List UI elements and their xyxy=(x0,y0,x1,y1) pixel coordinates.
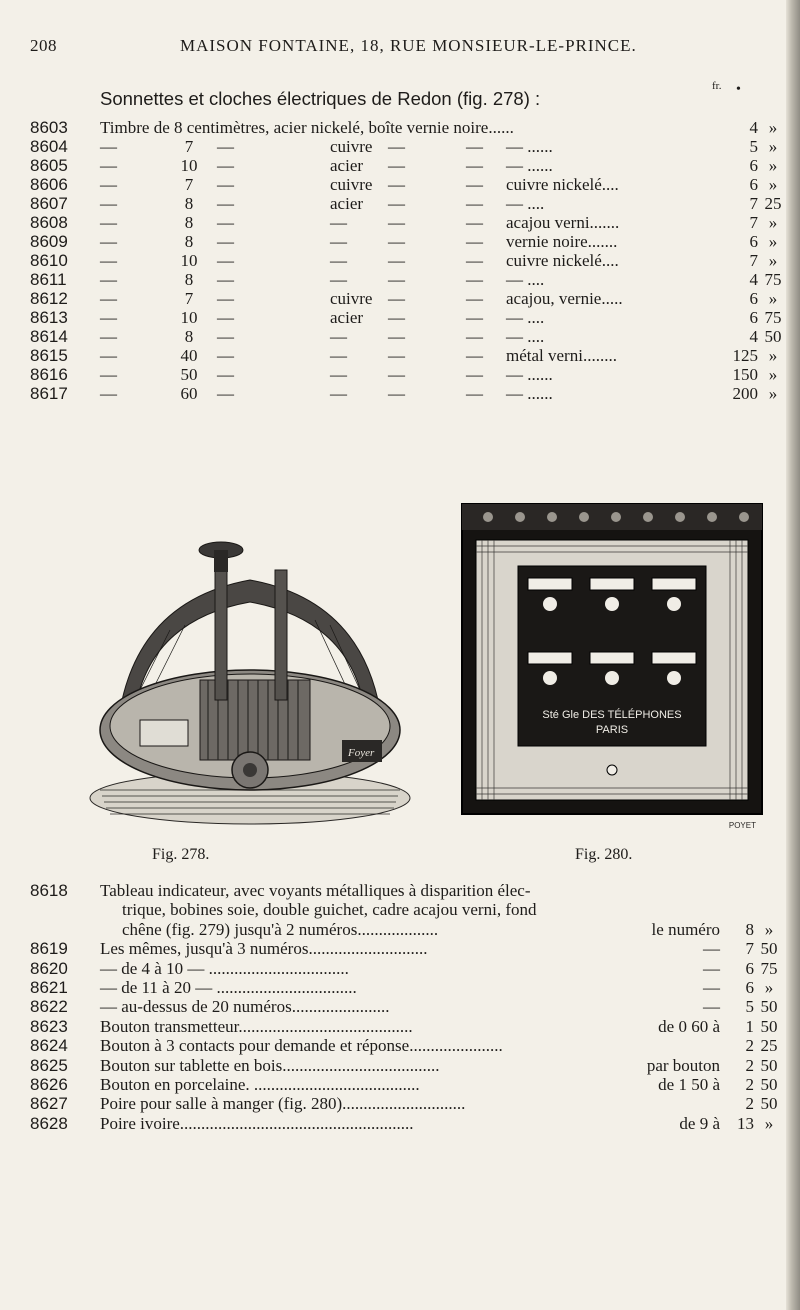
ditto-mark: — xyxy=(100,232,117,251)
price-francs: 150 xyxy=(732,365,758,384)
ditto-mark: — xyxy=(466,308,483,327)
ditto-mark: — xyxy=(217,289,234,308)
price-francs: 7 xyxy=(745,939,754,959)
table-row xyxy=(30,977,774,997)
table-row xyxy=(30,1016,778,1036)
ditto-mark: — xyxy=(217,384,234,403)
ditto-mark: — xyxy=(100,194,117,213)
bell-size: 7 xyxy=(184,289,194,308)
table-row xyxy=(30,1094,778,1114)
bell-metal: cuivre xyxy=(330,175,373,194)
item-description: Bouton sur tablette en bois..................................... xyxy=(100,1055,440,1075)
ditto-mark: — xyxy=(217,194,234,213)
ditto-mark: — xyxy=(466,346,483,365)
ditto-mark: — xyxy=(466,251,483,270)
price-francs: 4 xyxy=(749,327,758,346)
item-ref: 8606 xyxy=(30,175,68,194)
ditto-mark: — xyxy=(466,175,483,194)
item-ref: 8607 xyxy=(30,194,68,213)
item-ref: 8622 xyxy=(30,997,68,1017)
bell-metal: — xyxy=(330,365,347,384)
table-row xyxy=(30,997,778,1017)
ditto-mark: — xyxy=(466,327,483,346)
item-description: Poire ivoire....................................................... xyxy=(100,1113,414,1133)
bell-finish: — ...... xyxy=(506,365,553,384)
ditto-mark: — xyxy=(388,251,405,270)
item-ref: 8616 xyxy=(30,365,68,384)
bell-size: 50 xyxy=(180,365,198,384)
ditto-mark: — xyxy=(466,194,483,213)
price-centimes: 25 xyxy=(760,1036,778,1056)
ditto-mark: — xyxy=(217,365,234,384)
ditto-mark: — xyxy=(466,289,483,308)
ditto-mark: — xyxy=(100,175,117,194)
price-centimes: » xyxy=(768,251,778,270)
price-centimes: » xyxy=(768,289,778,308)
ditto-mark: — xyxy=(388,137,405,156)
item-ref: 8626 xyxy=(30,1074,68,1094)
ditto-mark: — xyxy=(466,137,483,156)
item-ref: 8611 xyxy=(30,270,67,289)
price-centimes: » xyxy=(764,1113,774,1133)
price-francs: 2 xyxy=(745,1074,754,1094)
item-ref: 8613 xyxy=(30,308,68,327)
bell-finish: vernie noire....... xyxy=(506,232,618,251)
table-row xyxy=(30,289,778,308)
ditto-mark: — xyxy=(388,327,405,346)
item-ref: 8624 xyxy=(30,1036,68,1056)
item-ref: 8614 xyxy=(30,327,68,346)
item-ref: 8612 xyxy=(30,289,68,308)
table-row xyxy=(30,308,782,327)
ditto-mark: — xyxy=(100,327,117,346)
price-francs: 8 xyxy=(745,919,754,939)
price-francs: 7 xyxy=(749,251,758,270)
bell-finish: — ...... xyxy=(506,384,553,403)
ditto-mark: — xyxy=(466,156,483,175)
item-unit: — xyxy=(703,958,720,978)
item-description: Bouton à 3 contacts pour demande et réponse...................... xyxy=(100,1036,503,1056)
ditto-mark: — xyxy=(388,194,405,213)
price-centimes: 50 xyxy=(764,327,782,346)
bell-metal: cuivre xyxy=(330,137,373,156)
indicator-price-list xyxy=(30,881,778,1133)
bell-metal: acier xyxy=(330,156,364,175)
price-francs: 4 xyxy=(749,270,758,289)
bell-finish: — .... xyxy=(506,194,545,213)
price-francs: 5 xyxy=(745,997,754,1017)
ditto-mark: — xyxy=(217,137,234,156)
bell-metal: — xyxy=(330,384,347,403)
figures-area xyxy=(40,500,780,880)
bell-finish: — .... xyxy=(506,270,545,289)
ditto-mark: — xyxy=(100,270,117,289)
bell-finish: — ...... xyxy=(506,156,553,175)
bell-metal: acier xyxy=(330,308,364,327)
price-centimes: » xyxy=(768,175,778,194)
table-row xyxy=(30,384,778,403)
item-description: chêne (fig. 279) jusqu'à 2 numéros................... xyxy=(122,919,439,939)
item-description: Poire pour salle à manger (fig. 280)............................. xyxy=(100,1094,466,1114)
item-unit: de 1 50 à xyxy=(658,1074,720,1094)
ditto-mark: — xyxy=(217,213,234,232)
table-row xyxy=(30,327,782,346)
ditto-mark: — xyxy=(388,232,405,251)
engraver-signature: POYET xyxy=(728,821,756,830)
price-francs: 13 xyxy=(737,1113,754,1133)
ditto-mark: — xyxy=(466,384,483,403)
price-francs: 7 xyxy=(749,213,758,232)
item-ref: 8615 xyxy=(30,346,68,365)
ditto-mark: — xyxy=(217,175,234,194)
table-row xyxy=(30,232,778,251)
price-centimes: » xyxy=(768,365,778,384)
bell-finish: — .... xyxy=(506,327,545,346)
ditto-mark: — xyxy=(100,308,117,327)
figure-caption-278: Fig. 278. xyxy=(152,846,210,863)
item-unit: — xyxy=(703,977,720,997)
price-francs: 2 xyxy=(745,1055,754,1075)
table-row xyxy=(30,194,782,213)
price-francs: 2 xyxy=(745,1094,754,1114)
price-centimes: » xyxy=(768,156,778,175)
item-unit: de 0 60 à xyxy=(658,1016,720,1036)
item-description: Tableau indicateur, avec voyants métalliques à disparition élec- xyxy=(100,881,531,900)
bell-size: 10 xyxy=(180,308,198,327)
item-ref: 8619 xyxy=(30,939,68,959)
ditto-mark: — xyxy=(388,156,405,175)
price-centimes: 25 xyxy=(764,194,782,213)
item-ref: 8628 xyxy=(30,1113,68,1133)
ditto-mark: — xyxy=(100,384,117,403)
engraver-stamp: Foyer xyxy=(348,747,375,759)
price-francs: 6 xyxy=(745,958,754,978)
bell-size: 40 xyxy=(180,346,198,365)
ditto-mark: — xyxy=(100,156,117,175)
table-row xyxy=(30,958,778,978)
price-francs: 6 xyxy=(745,977,754,997)
figure-caption-280: Fig. 280. xyxy=(575,846,633,863)
ditto-mark: — xyxy=(388,308,405,327)
item-ref: 8625 xyxy=(30,1055,68,1075)
bell-metal: — xyxy=(330,327,347,346)
item-ref: 8620 xyxy=(30,958,68,978)
bell-finish: acajou, vernie..... xyxy=(506,289,623,308)
running-header xyxy=(30,36,750,64)
ditto-mark: — xyxy=(217,156,234,175)
ditto-mark: — xyxy=(388,289,405,308)
price-centimes: » xyxy=(768,384,778,403)
bell-size: 60 xyxy=(180,384,198,403)
price-centimes: 50 xyxy=(760,939,778,959)
price-centimes: » xyxy=(768,118,778,137)
ditto-mark: — xyxy=(466,270,483,289)
price-francs: 4 xyxy=(749,118,758,137)
bell-metal: cuivre xyxy=(330,289,373,308)
price-centimes: 50 xyxy=(760,1074,778,1094)
bell-size: 7 xyxy=(184,137,194,156)
bell-size: 10 xyxy=(180,156,198,175)
price-centimes: » xyxy=(768,213,778,232)
item-description: Timbre de 8 centimètres, acier nickelé, boîte vernie noire...... xyxy=(100,118,514,137)
bell-size: 10 xyxy=(180,251,198,270)
table-row xyxy=(30,118,778,137)
item-description: Bouton transmetteur......................................... xyxy=(100,1016,413,1036)
price-centimes: 50 xyxy=(760,997,778,1017)
table-row xyxy=(30,175,778,194)
price-centimes: » xyxy=(768,346,778,365)
table-row xyxy=(30,1055,778,1075)
price-francs: 5 xyxy=(749,137,758,156)
currency-dot: • xyxy=(736,82,741,97)
price-francs: 2 xyxy=(745,1036,754,1056)
ditto-mark: — xyxy=(100,346,117,365)
table-row xyxy=(30,1113,774,1133)
price-francs: 6 xyxy=(749,308,758,327)
price-centimes: 75 xyxy=(760,958,778,978)
price-centimes: 75 xyxy=(764,270,782,289)
ditto-mark: — xyxy=(100,213,117,232)
bell-metal: — xyxy=(330,232,347,251)
bell-metal: — xyxy=(330,251,347,270)
bell-finish: métal verni........ xyxy=(506,346,617,365)
item-ref: 8603 xyxy=(30,118,68,137)
ditto-mark: — xyxy=(100,137,117,156)
price-centimes: » xyxy=(764,977,774,997)
item-ref: 8617 xyxy=(30,384,68,403)
price-centimes: 75 xyxy=(764,308,782,327)
ditto-mark: — xyxy=(217,346,234,365)
table-row xyxy=(30,1074,778,1094)
price-centimes: » xyxy=(768,232,778,251)
board-plate-line1: Sté Gle DES TÉLÉPHONES xyxy=(542,709,682,721)
table-row xyxy=(30,137,778,156)
item-ref: 8610 xyxy=(30,251,68,270)
item-unit: — xyxy=(703,997,720,1017)
price-francs: 6 xyxy=(749,232,758,251)
running-title: MAISON FONTAINE, 18, RUE MONSIEUR-LE-PRINCE. xyxy=(180,36,637,55)
price-francs: 7 xyxy=(749,194,758,213)
table-row xyxy=(30,251,778,270)
ditto-mark: — xyxy=(466,365,483,384)
ditto-mark: — xyxy=(217,270,234,289)
ditto-mark: — xyxy=(466,232,483,251)
item-description: Bouton en porcelaine. ....................................... xyxy=(100,1074,420,1094)
currency-label: fr. xyxy=(712,80,722,92)
price-centimes: 50 xyxy=(760,1055,778,1075)
bell-metal: acier xyxy=(330,194,364,213)
ditto-mark: — xyxy=(100,365,117,384)
table-row xyxy=(30,365,778,384)
price-francs: 125 xyxy=(732,346,758,365)
item-ref: 8623 xyxy=(30,1016,68,1036)
price-centimes: » xyxy=(764,919,774,939)
item-ref: 8618 xyxy=(30,881,68,900)
table-row xyxy=(30,919,774,939)
bell-metal: — xyxy=(330,270,347,289)
price-centimes: » xyxy=(768,137,778,156)
ditto-mark: — xyxy=(466,213,483,232)
item-description: trique, bobines soie, double guichet, cadre acajou verni, fond xyxy=(122,900,537,920)
ditto-mark: — xyxy=(388,175,405,194)
ditto-mark: — xyxy=(388,365,405,384)
bell-engraving xyxy=(80,530,420,830)
bell-size: 8 xyxy=(184,327,194,346)
table-row xyxy=(30,156,778,175)
table-row xyxy=(30,270,782,289)
item-ref: 8608 xyxy=(30,213,68,232)
bell-size: 8 xyxy=(184,232,194,251)
bell-finish: — ...... xyxy=(506,137,553,156)
ditto-mark: — xyxy=(217,232,234,251)
board-plate-line2: PARIS xyxy=(595,724,629,736)
ditto-mark: — xyxy=(388,270,405,289)
item-ref: 8621 xyxy=(30,977,68,997)
bell-size: 8 xyxy=(184,213,194,232)
ditto-mark: — xyxy=(100,289,117,308)
table-row xyxy=(30,346,778,365)
item-ref: 8604 xyxy=(30,137,68,156)
price-francs: 1 xyxy=(745,1016,754,1036)
item-ref: 8627 xyxy=(30,1094,68,1114)
bells-price-list xyxy=(30,118,782,403)
bell-size: 8 xyxy=(184,270,194,289)
item-ref: 8609 xyxy=(30,232,68,251)
item-unit: de 9 à xyxy=(679,1113,720,1133)
ditto-mark: — xyxy=(388,213,405,232)
page-edge xyxy=(786,0,800,1310)
page-number: 208 xyxy=(30,36,57,55)
section-title: Sonnettes et cloches électriques de Redon (fig. 278) : xyxy=(100,88,541,109)
ditto-mark: — xyxy=(100,251,117,270)
table-row xyxy=(30,939,778,959)
bell-metal: — xyxy=(330,213,347,232)
ditto-mark: — xyxy=(388,384,405,403)
price-francs: 200 xyxy=(732,384,758,403)
bell-size: 8 xyxy=(184,194,194,213)
ditto-mark: — xyxy=(388,346,405,365)
ditto-mark: — xyxy=(217,327,234,346)
price-francs: 6 xyxy=(749,289,758,308)
price-francs: 6 xyxy=(749,175,758,194)
item-unit: par bouton xyxy=(646,1055,720,1075)
bell-finish: cuivre nickelé.... xyxy=(506,175,619,194)
item-unit: le numéro xyxy=(651,919,720,939)
bell-finish: cuivre nickelé.... xyxy=(506,251,619,270)
item-description: — de 11 à 20 — ................................. xyxy=(100,977,357,997)
item-description: Les mêmes, jusqu'à 3 numéros............................ xyxy=(100,939,428,959)
item-ref: 8605 xyxy=(30,156,68,175)
price-centimes: 50 xyxy=(760,1094,778,1114)
item-unit: — xyxy=(703,939,720,959)
ditto-mark: — xyxy=(217,251,234,270)
price-centimes: 50 xyxy=(760,1016,778,1036)
price-francs: 6 xyxy=(749,156,758,175)
bell-finish: — .... xyxy=(506,308,545,327)
bell-metal: — xyxy=(330,346,347,365)
bell-finish: acajou verni....... xyxy=(506,213,620,232)
table-row xyxy=(30,881,766,900)
ditto-mark: — xyxy=(217,308,234,327)
table-row xyxy=(30,1036,778,1056)
item-description: — au-dessus de 20 numéros....................... xyxy=(100,997,390,1017)
bell-size: 7 xyxy=(184,175,194,194)
item-description: — de 4 à 10 — ................................. xyxy=(100,958,349,978)
indicator-board-engraving xyxy=(458,500,776,832)
table-row xyxy=(30,213,778,232)
table-row xyxy=(30,900,766,919)
